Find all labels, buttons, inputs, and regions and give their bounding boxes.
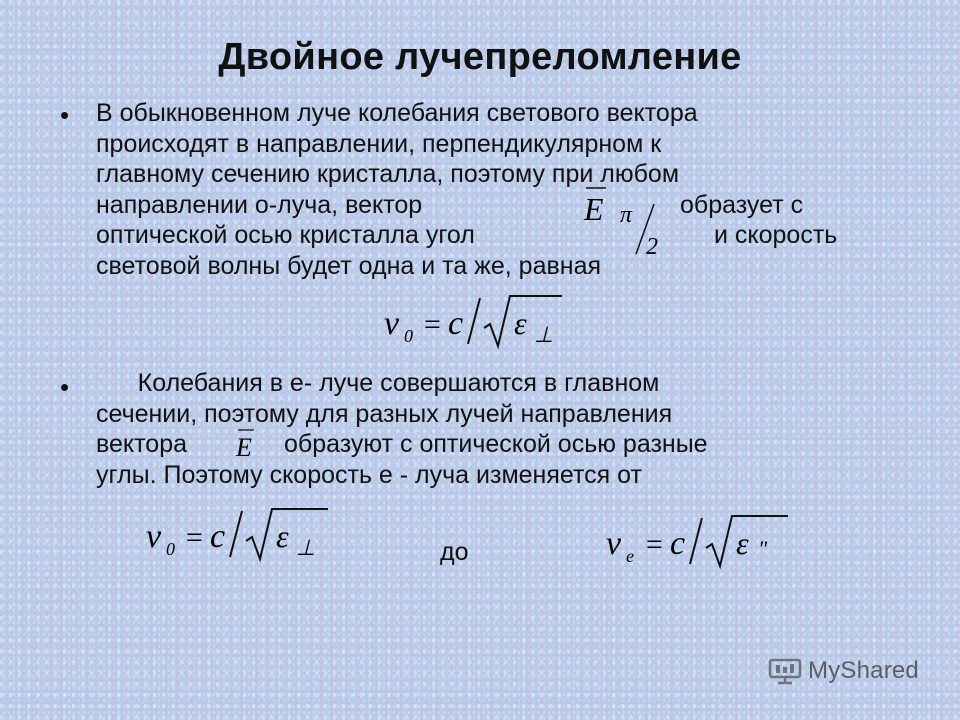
formula-e-vector-angle (580, 180, 670, 262)
vector-e-symbol: E (584, 191, 604, 227)
f2-sub-zero: 0 (166, 539, 175, 559)
p1-line-4b: образует с (680, 190, 804, 219)
f3-parallel: " (758, 536, 768, 561)
angle-numerator: π (620, 202, 633, 228)
p1-line-6: световой волны будет одна и та же, равная (96, 251, 602, 280)
f3-epsilon: ε (736, 525, 749, 561)
f2-c: c (210, 518, 226, 555)
f1-slash (468, 298, 480, 344)
p1-line-4a: направлении о-луча, вектор (96, 190, 423, 219)
f1-perp: ⊥ (534, 322, 554, 347)
f1-v: v (384, 305, 400, 342)
p1-line-2: происходят в направлении, перпендикулярном к (96, 129, 662, 158)
word-do: до (440, 538, 469, 566)
f3-v: v (606, 525, 622, 562)
vector-e-symbol-2: E (236, 433, 252, 462)
bullet-1: • (60, 100, 70, 130)
p2-line-4: углы. Поэтому скорость е - луча изменяется от (96, 460, 642, 489)
p2-line-2: сечении, поэтому для разных лучей направления (96, 399, 673, 428)
bullet-2: • (60, 372, 70, 402)
f2-slash (230, 511, 242, 557)
p1-line-5a: оптической осью кристалла угол (96, 221, 475, 250)
formula-e-vector-inline (232, 426, 264, 466)
presentation-screen-icon (768, 657, 802, 685)
slide-title: Двойное лучепреломление (218, 36, 742, 78)
f2-epsilon: ε (276, 518, 289, 554)
f1-epsilon: ε (514, 305, 527, 341)
p1-line-5b: и скорость (714, 221, 838, 250)
f2-equals: = (184, 521, 205, 554)
f1-equals: = (422, 308, 443, 341)
myshared-watermark (768, 656, 919, 686)
f1-c: c (448, 305, 464, 342)
f3-c: c (670, 525, 686, 562)
p1-line-3: главному сечению кристалла, поэтому при любом (96, 160, 680, 189)
formula-v0-second (142, 505, 342, 565)
p1-line-1: В обыкновенном луче колебания светового вектора (96, 99, 698, 127)
p2-line-1: Колебания в е- луче совершаются в главном (96, 369, 660, 397)
f3-slash (690, 518, 702, 564)
f1-sub-zero: 0 (404, 326, 413, 346)
p2-line-3a: вектора (96, 430, 188, 459)
f2-v: v (146, 518, 162, 555)
f3-equals: = (644, 528, 665, 561)
f2-perp: ⊥ (296, 535, 316, 560)
formula-v0 (380, 292, 580, 352)
angle-denominator: 2 (646, 234, 658, 260)
formula-ve (602, 512, 802, 572)
p2-line-3b: образуют с оптической осью разные (284, 430, 708, 459)
f3-sub-e: e (626, 546, 634, 566)
brand-name: MyShared (808, 657, 919, 684)
